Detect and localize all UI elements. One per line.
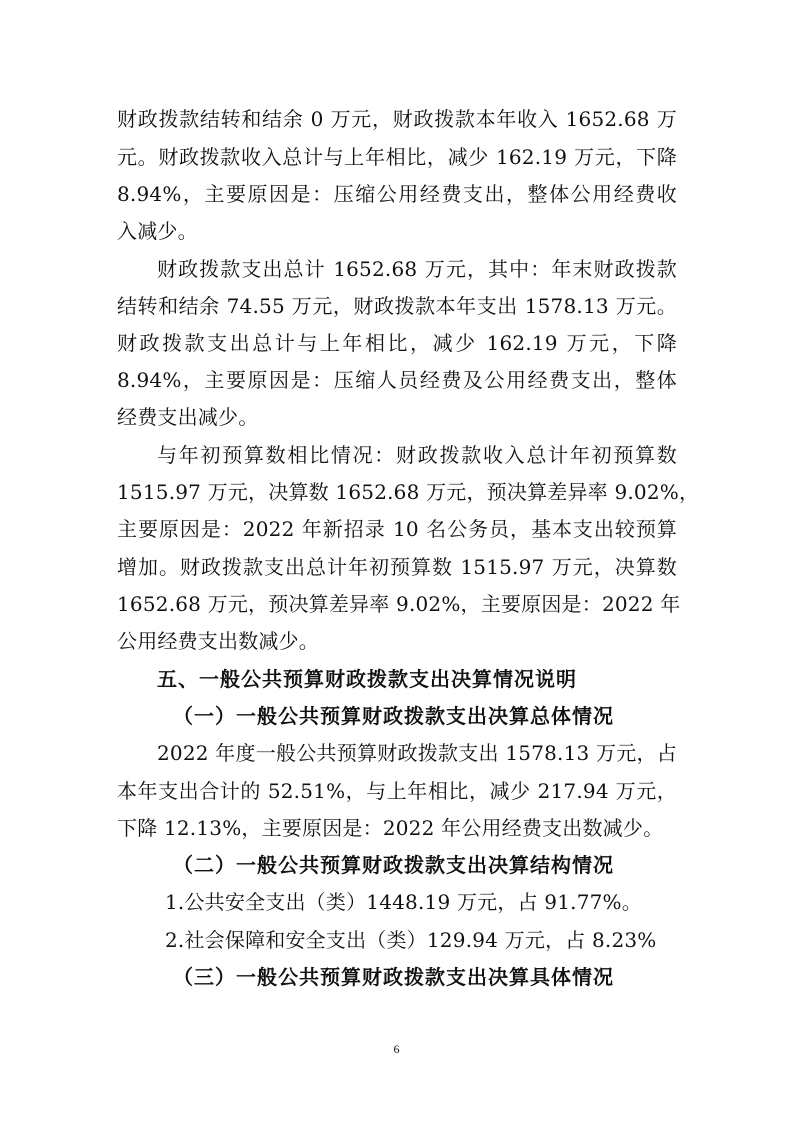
body-text-line: 1515.97 万元，决算数 1652.68 万元，预决算差异率 9.02%，	[117, 480, 700, 504]
body-text-line: 财政拨款结转和结余 0 万元，财政拨款本年收入 1652.68 万	[117, 107, 677, 131]
section-heading: 五、一般公共预算财政拨款支出决算情况说明	[157, 667, 577, 691]
body-text-line: 财政拨款支出总计与上年相比，减少 162.19 万元，下降	[117, 331, 677, 355]
subsection-heading: （三）一般公共预算财政拨款支出决算具体情况	[173, 965, 614, 989]
body-text-line: 财政拨款支出总计 1652.68 万元，其中：年末财政拨款	[157, 257, 677, 281]
page-number: 6	[393, 1042, 400, 1056]
body-text-line: 8.94%，主要原因是：压缩公用经费支出，整体公用经费收	[117, 182, 677, 206]
list-item: 1.公共安全支出（类）1448.19 万元，占 91.77%。	[165, 890, 642, 914]
body-text-line: 增加。财政拨款支出总计年初预算数 1515.97 万元，决算数	[117, 555, 677, 579]
body-text-line: 2022 年度一般公共预算财政拨款支出 1578.13 万元，占	[157, 741, 677, 765]
body-text-line: 经费支出减少。	[117, 405, 259, 429]
body-text-line: 8.94%，主要原因是：压缩人员经费及公用经费支出，整体	[117, 368, 677, 392]
body-text-line: 入减少。	[117, 219, 198, 243]
body-text-line: 结转和结余 74.55 万元，财政拨款本年支出 1578.13 万元。	[117, 294, 677, 318]
body-text-line: 1652.68 万元，预决算差异率 9.02%，主要原因是：2022 年	[117, 592, 681, 616]
subsection-heading: （二）一般公共预算财政拨款支出决算结构情况	[173, 853, 614, 877]
body-text-line: 与年初预算数相比情况：财政拨款收入总计年初预算数	[157, 443, 677, 467]
body-text-line: 下降 12.13%，主要原因是：2022 年公用经费支出数减少。	[117, 816, 664, 840]
list-item: 2.社会保障和安全支出（类）129.94 万元，占 8.23%	[165, 928, 657, 952]
body-text-line: 主要原因是：2022 年新招录 10 名公务员，基本支出较预算	[117, 517, 677, 541]
body-text-line: 公用经费支出数减少。	[117, 629, 319, 653]
body-text-line: 本年支出合计的 52.51%，与上年相比，减少 217.94 万元，	[117, 779, 677, 803]
subsection-heading: （一）一般公共预算财政拨款支出决算总体情况	[173, 704, 614, 728]
body-text-line: 元。财政拨款收入总计与上年相比，减少 162.19 万元，下降	[117, 145, 677, 169]
